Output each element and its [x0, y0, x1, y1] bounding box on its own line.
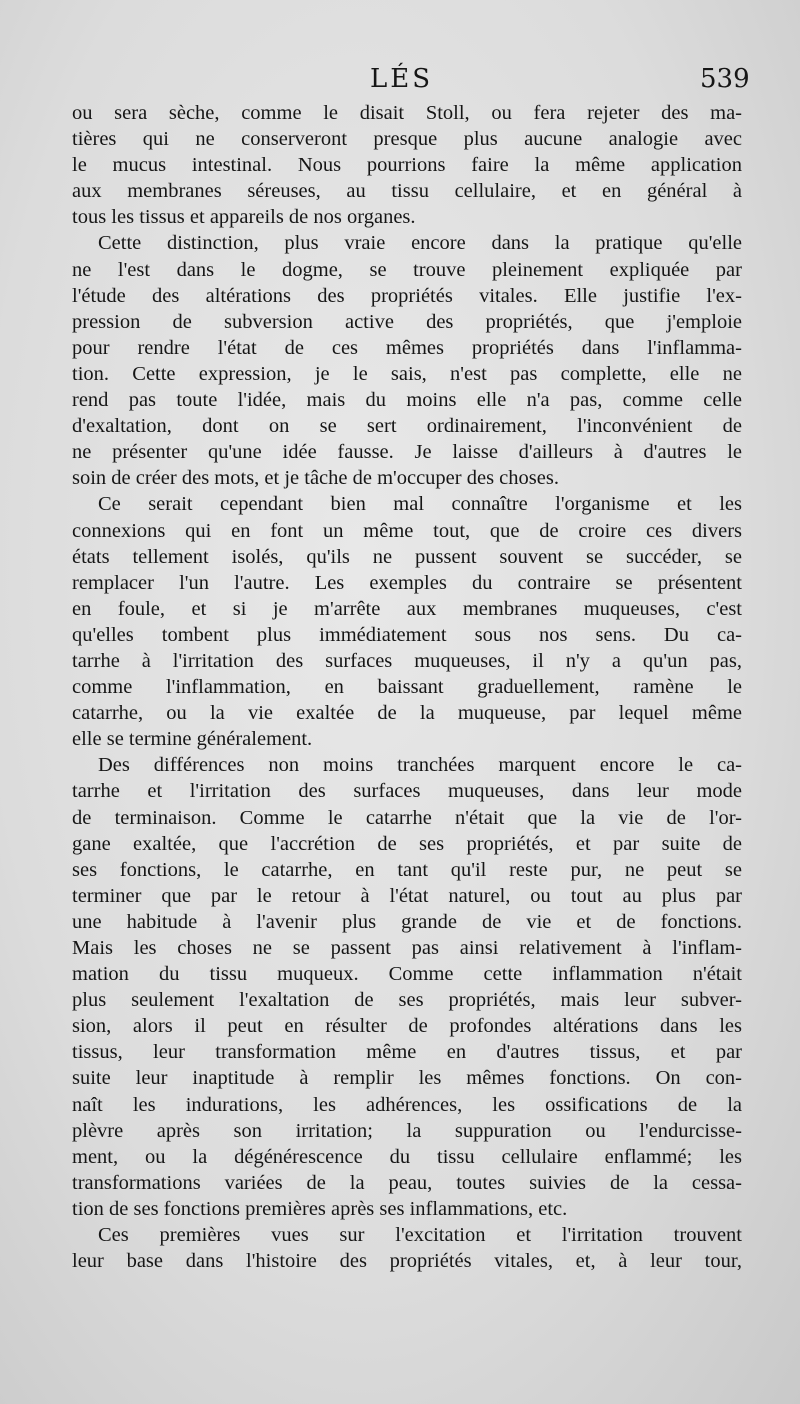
text-line: ne présenter qu'une idée fausse. Je laisse d'ailleurs à d'autres le — [72, 441, 742, 464]
text-line: d'exaltation, dont on se sert ordinairement, l'inconvénient de — [72, 415, 742, 438]
text-line: Ces premières vues sur l'excitation et l'irritation trouvent — [98, 1224, 742, 1247]
text-line: elle se termine généralement. — [72, 728, 313, 751]
text-line: remplacer l'un l'autre. Les exemples du contraire se présentent — [72, 571, 742, 594]
text-line: pression de subversion active des propriétés, que j'emploie — [72, 310, 742, 333]
text-line: tarrhe à l'irritation des surfaces muqueuses, il n'y a qu'un pas, — [72, 649, 742, 672]
text-line: tissus, leur transformation même en d'autres tissus, et par — [72, 1041, 742, 1064]
body-text — [72, 100, 742, 1274]
text-line: une habitude à l'avenir plus grande de vie et de fonctions. — [72, 910, 742, 933]
text-line: aux membranes séreuses, au tissu cellulaire, et en général à — [72, 180, 742, 203]
text-line: de terminaison. Comme le catarrhe n'était que la vie de l'or- — [72, 806, 742, 829]
text-line: Des différences non moins tranchées marquent encore le ca- — [98, 754, 742, 777]
text-line: terminer que par le retour à l'état naturel, ou tout au plus par — [72, 884, 742, 907]
page-number: 539 — [700, 64, 750, 94]
text-line: catarrhe, ou la vie exaltée de la muqueuse, par lequel même — [72, 702, 742, 725]
text-line: états tellement isolés, qu'ils ne pussent souvent se succéder, se — [72, 545, 742, 568]
text-line: tion. Cette expression, je le sais, n'est pas complette, elle ne — [72, 362, 742, 385]
text-line: comme l'inflammation, en baissant graduellement, ramène le — [72, 676, 742, 699]
running-head: LÉS — [370, 64, 434, 94]
text-line: gane exaltée, que l'accrétion de ses propriétés, et par suite de — [72, 832, 742, 855]
text-line: plèvre après son irritation; la suppuration ou l'endurcisse- — [72, 1119, 742, 1142]
text-line: Mais les choses ne se passent pas ainsi relativement à l'inflam- — [72, 937, 742, 959]
text-line: Cette distinction, plus vraie encore dans la pratique qu'elle — [98, 232, 742, 255]
text-line: tarrhe et l'irritation des surfaces muqueuses, dans leur mode — [72, 780, 742, 803]
text-line: ment, ou la dégénérescence du tissu cellulaire enflammé; les — [72, 1145, 742, 1168]
text-line: tières qui ne conserveront presque plus aucune analogie avec — [72, 128, 742, 151]
text-line: connexions qui en font un même tout, que de croire ces divers — [72, 519, 742, 542]
text-line: naît les indurations, les adhérences, les ossifications de la — [72, 1093, 742, 1116]
text-line: l'étude des altérations des propriétés vitales. Elle justifie l'ex- — [72, 284, 742, 307]
text-line: pour rendre l'état de ces mêmes propriétés dans l'inflamma- — [72, 336, 742, 359]
text-line: le mucus intestinal. Nous pourrions faire la même application — [72, 154, 742, 177]
text-line: tion de ses fonctions premières après ses inflammations, etc. — [72, 1197, 568, 1220]
text-line: suite leur inaptitude à remplir les mêmes fonctions. On con- — [72, 1067, 742, 1090]
text-line: sion, alors il peut en résulter de profondes altérations dans les — [72, 1015, 742, 1038]
text-line: tous les tissus et appareils de nos organes. — [72, 206, 416, 229]
text-line: en foule, et si je m'arrête aux membranes muqueuses, c'est — [72, 597, 742, 620]
text-line: leur base dans l'histoire des propriétés vitales, et, à leur tour, — [72, 1250, 742, 1273]
text-line: plus seulement l'exaltation de ses propriétés, mais leur subver- — [72, 989, 742, 1012]
text-line: soin de créer des mots, et je tâche de m'occuper des choses. — [72, 467, 559, 490]
text-line: ou sera sèche, comme le disait Stoll, ou fera rejeter des ma- — [72, 102, 742, 124]
text-line: rend pas toute l'idée, mais du moins elle n'a pas, comme celle — [72, 389, 742, 412]
text-line: ses fonctions, le catarrhe, en tant qu'il reste pur, ne peut se — [72, 858, 742, 881]
text-line: ne l'est dans le dogme, se trouve pleinement expliquée par — [72, 258, 742, 281]
text-line: mation du tissu muqueux. Comme cette inflammation n'était — [72, 963, 742, 986]
text-line: qu'elles tombent plus immédiatement sous nos sens. Du ca- — [72, 623, 742, 646]
text-line: transformations variées de la peau, toutes suivies de la cessa- — [72, 1171, 742, 1194]
text-line: Ce serait cependant bien mal connaître l'organisme et les — [98, 493, 742, 516]
